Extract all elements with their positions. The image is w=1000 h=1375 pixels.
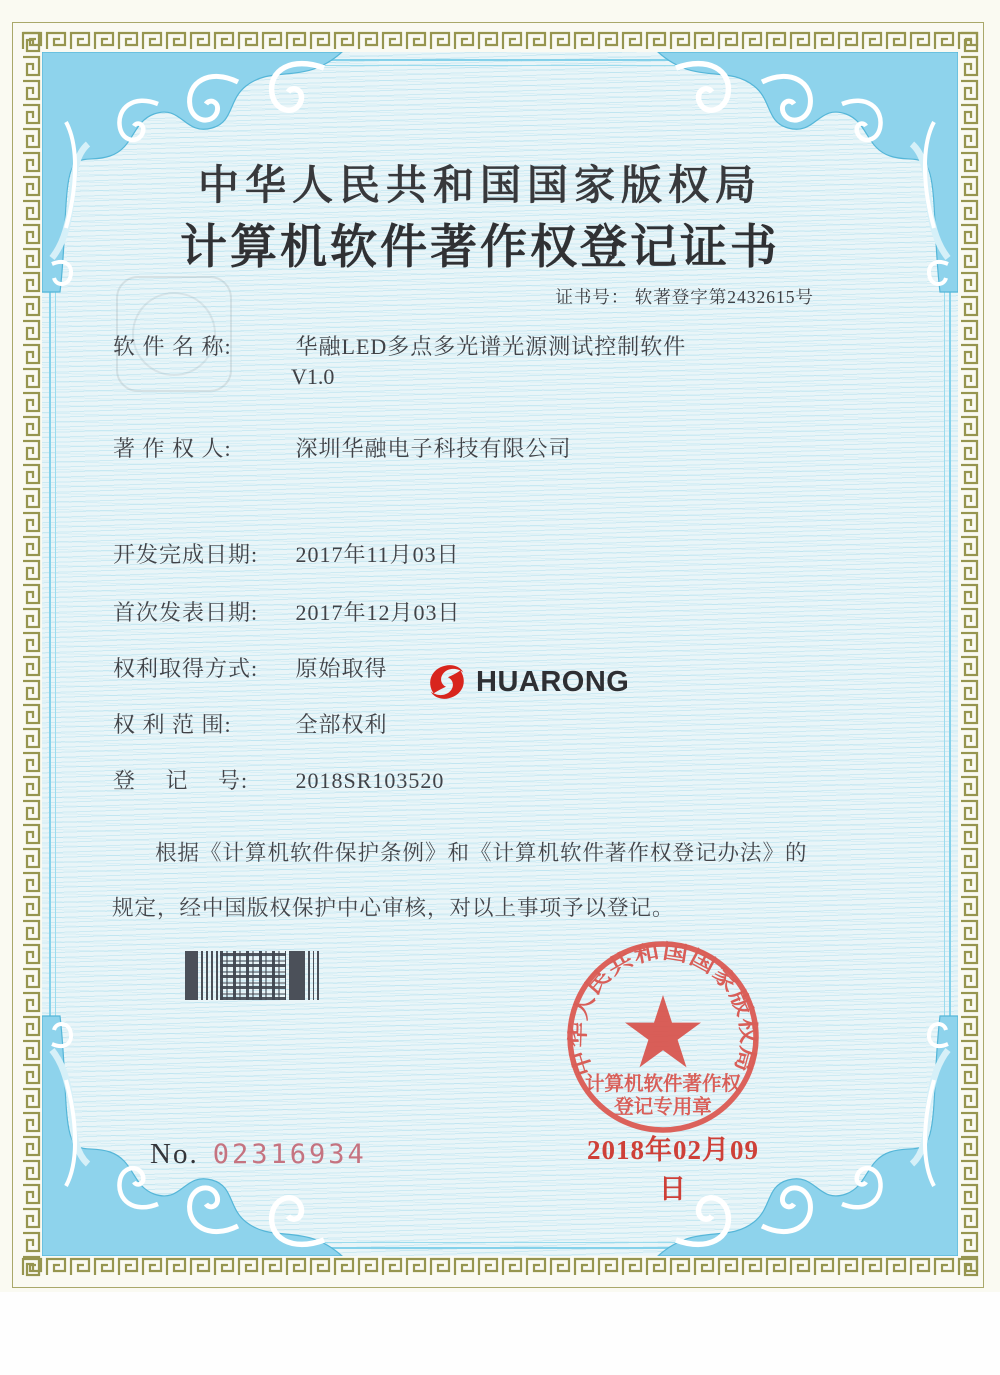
field-value: 华融LED多点多光谱光源测试控制软件	[295, 334, 687, 359]
seal-star-icon	[625, 995, 701, 1067]
field-row-first-publish-date	[113, 596, 461, 627]
barcode-bars	[185, 951, 198, 1000]
field-label: 开发完成日期:	[113, 542, 259, 567]
field-row-dev-complete-date	[113, 538, 460, 569]
field-value: 深圳华融电子科技有限公司	[295, 436, 572, 461]
huarong-logo-text: HUARONG	[476, 665, 630, 698]
field-row-software-name	[113, 330, 686, 361]
huarong-swirl-icon	[424, 661, 470, 703]
serial-prefix: No.	[150, 1138, 199, 1170]
barcode-matrix	[220, 951, 286, 1000]
seal-line-1: 计算机软件著作权	[584, 1074, 742, 1095]
serial-number: 02316934	[212, 1139, 367, 1170]
field-row-copyright-owner	[113, 432, 572, 463]
barcode-bars	[201, 951, 218, 1000]
field-value: 2018SR103520	[295, 768, 445, 793]
field-label: 登 记 号:	[113, 768, 249, 793]
field-label: 著 作 权 人:	[113, 436, 232, 461]
statement-line-2: 规定，经中国版权保护中心审核，对以上事项予以登记。	[112, 896, 675, 920]
field-label: 权利取得方式:	[113, 656, 259, 681]
field-row-registration-number	[113, 764, 444, 795]
software-version: V1.0	[291, 364, 335, 389]
certificate-number-line: 证书号： 软著登字第2432615号	[555, 287, 814, 307]
field-value: 全部权利	[295, 712, 388, 737]
field-row-rights-scope	[113, 708, 388, 739]
field-label: 软 件 名 称:	[113, 334, 232, 359]
field-label: 首次发表日期:	[113, 600, 259, 625]
statement-line-1: 根据《计算机软件保护条例》和《计算机软件著作权登记办法》的	[155, 841, 808, 865]
seal-arc-text: 中华人民共和国国家版权局	[565, 939, 761, 1079]
barcode	[185, 951, 320, 1000]
barcode-bars	[308, 951, 320, 1000]
field-value: 原始取得	[295, 656, 388, 681]
serial-number-block	[150, 1138, 367, 1171]
field-label: 权 利 范 围:	[113, 712, 232, 737]
huarong-logo	[424, 661, 629, 703]
field-value: 2017年12月03日	[295, 600, 461, 625]
certificate-title: 计算机软件著作权登记证书	[180, 222, 780, 274]
barcode-bars	[289, 951, 305, 1000]
field-row-rights-acquisition	[113, 652, 388, 683]
seal-line-2: 登记专用章	[614, 1097, 712, 1118]
seal-date: 2018年02月09日	[587, 1135, 759, 1204]
field-value: 2017年11月03日	[295, 542, 460, 567]
issuing-authority-title: 中华人民共和国国家版权局	[198, 162, 762, 208]
